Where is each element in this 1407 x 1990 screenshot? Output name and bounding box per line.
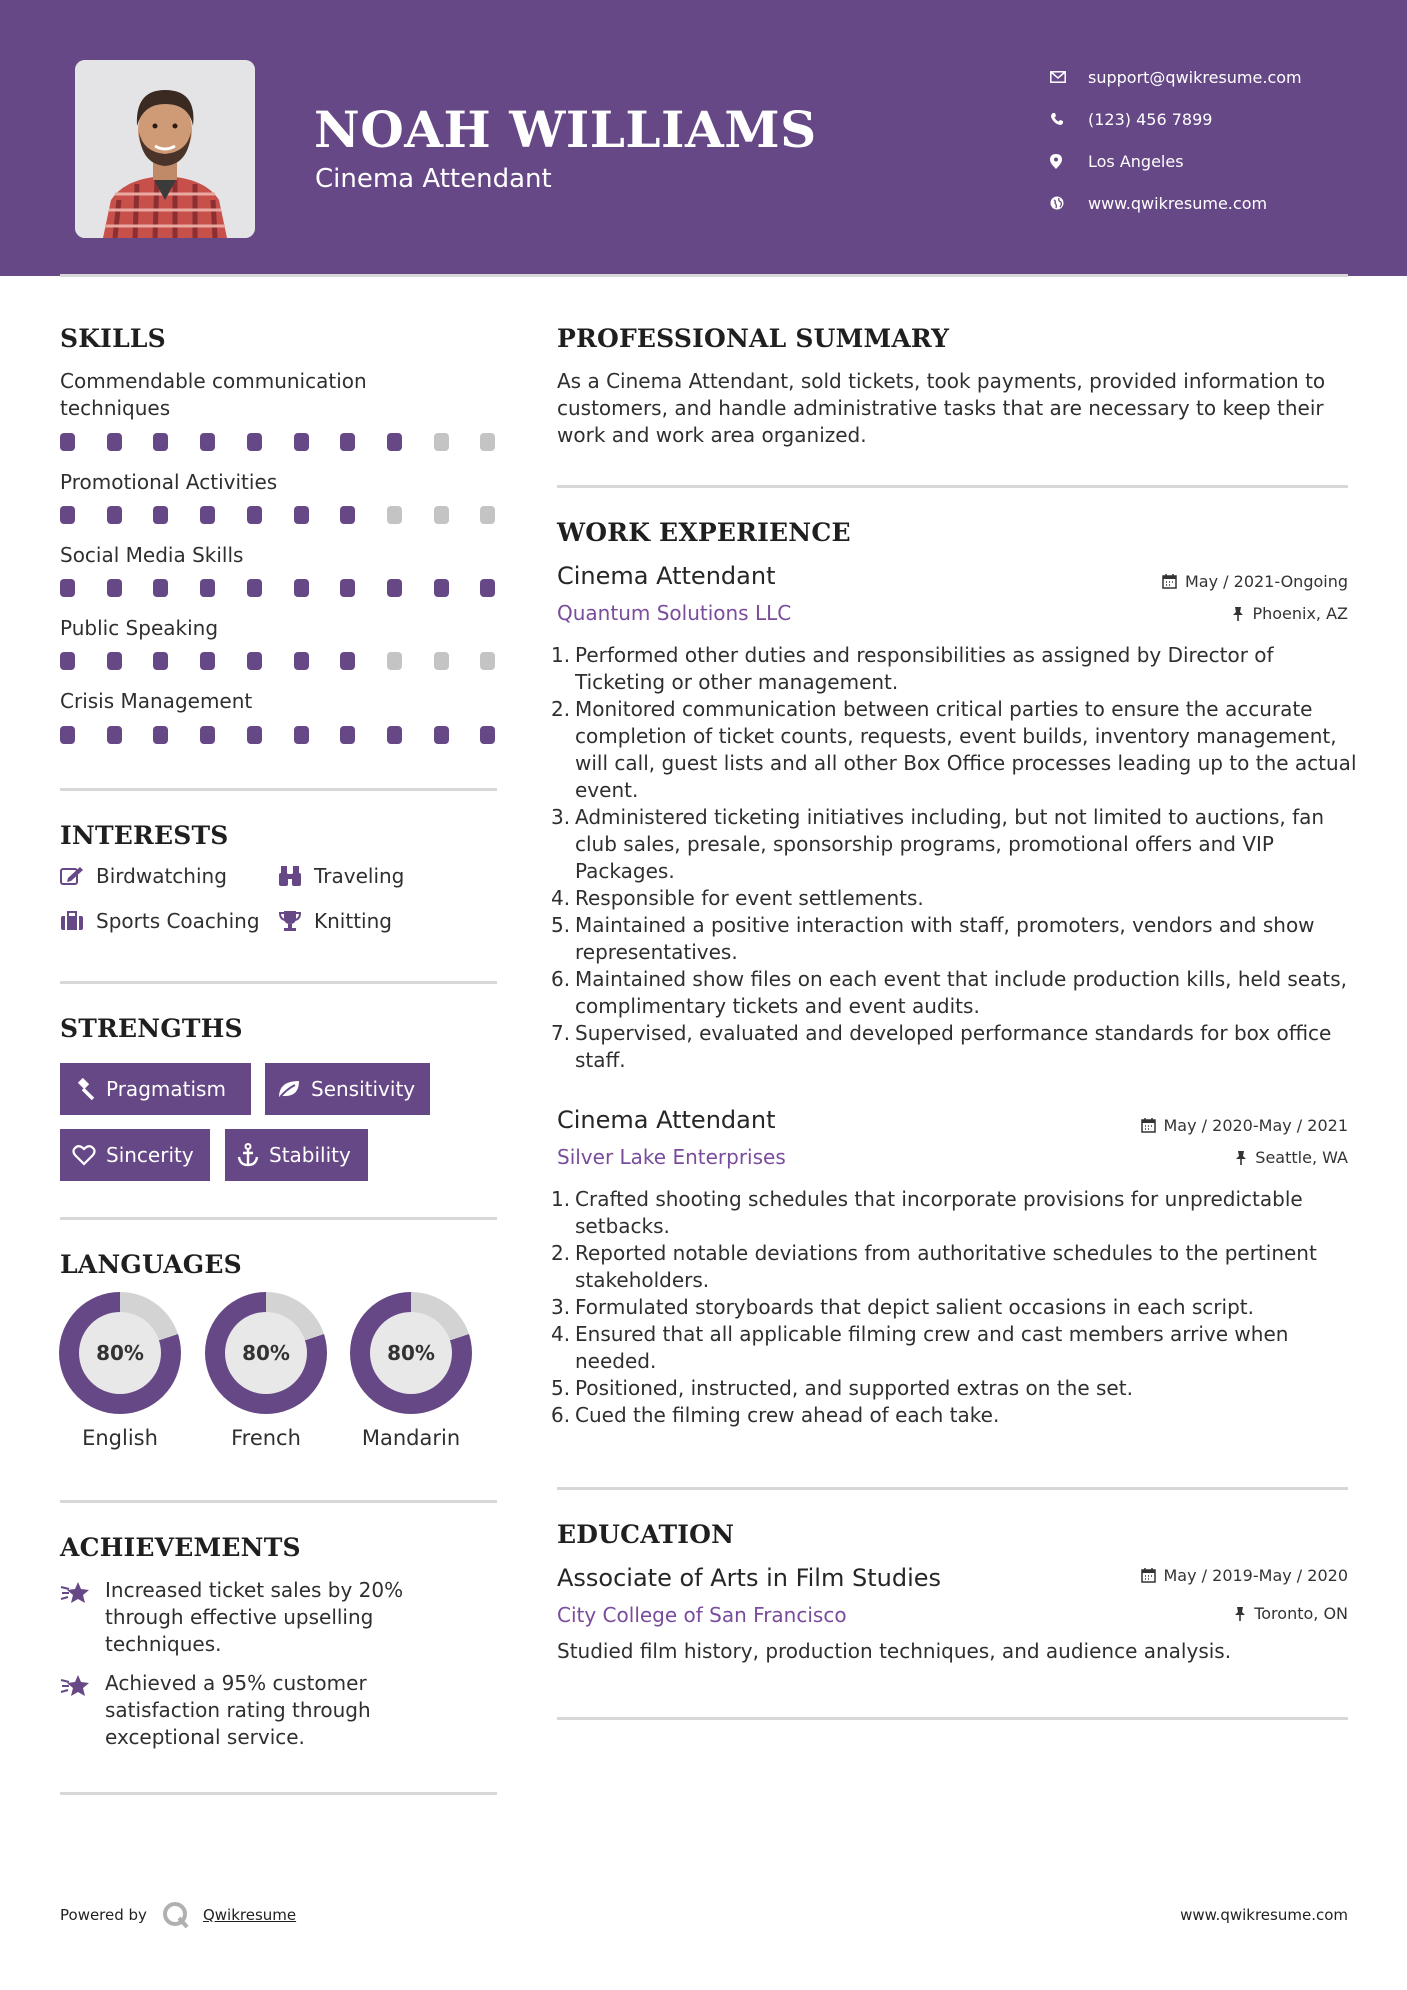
qwikresume-link[interactable]: Qwikresume: [202, 1906, 297, 1924]
language-progress-ring: [59, 1292, 181, 1414]
skill-dot-filled: [340, 579, 355, 597]
skill-dot-filled: [200, 579, 215, 597]
list-item: Maintained a positive interaction with staff, promoters, vendors and show representatives.: [575, 913, 1315, 964]
skill-dot-filled: [294, 433, 309, 451]
strength-chip: Stability: [225, 1129, 368, 1181]
section-divider: [60, 1792, 497, 1795]
strength-chip: Sincerity: [60, 1129, 210, 1181]
section-divider: [557, 485, 1348, 488]
education-description: Studied film history, production techniques, and audience analysis.: [557, 1639, 1232, 1663]
skill-rating: [60, 652, 500, 670]
trophy-icon: [278, 910, 314, 932]
calendar-icon: [1141, 1118, 1156, 1133]
skill-name: Crisis Management: [60, 689, 253, 713]
education-school: City College of San Francisco: [557, 1603, 847, 1627]
skill-rating: [60, 433, 500, 451]
skill-dot-filled: [340, 726, 355, 744]
skill-dot-filled: [200, 726, 215, 744]
anchor-icon: [237, 1143, 259, 1167]
skill-dot-filled: [434, 579, 449, 597]
interest-item: Knitting: [278, 909, 392, 933]
list-item: Responsible for event settlements.: [575, 886, 924, 910]
experience-heading: WORK EXPERIENCE: [557, 518, 851, 547]
language-item: [350, 1292, 472, 1450]
list-item: Formulated storyboards that depict salient occasions in each script.: [575, 1295, 1254, 1319]
language-item: [205, 1292, 327, 1450]
list-item: Monitored communication between critical parties to ensure the accurate completion of ticket counts, requests, event builds, inventory management, will call, guest lists and all other Box Office processes leading up to the actual event.: [575, 697, 1357, 802]
languages-heading: LANGUAGES: [60, 1250, 242, 1279]
footer-url[interactable]: www.qwikresume.com: [1180, 1906, 1348, 1924]
skill-dot-filled: [107, 652, 122, 670]
list-item: Positioned, instructed, and supported extras on the set.: [575, 1376, 1133, 1400]
job-dates: May / 2020-May / 2021: [1141, 1116, 1349, 1135]
list-item: Cued the filming crew ahead of each take.: [575, 1403, 1000, 1427]
leaf-icon: [277, 1079, 301, 1099]
skill-dot-filled: [107, 726, 122, 744]
skill-dot-filled: [200, 506, 215, 524]
list-item: Supervised, evaluated and developed performance standards for box office staff.: [575, 1021, 1332, 1072]
interest-item: Birdwatching: [60, 864, 227, 888]
skill-dot-filled: [60, 726, 75, 744]
contact-phone[interactable]: (123) 456 7899: [1050, 98, 1380, 140]
skill-dot-empty: [387, 506, 402, 524]
skill-name: Public Speaking: [60, 616, 219, 640]
skill-dot-empty: [480, 433, 495, 451]
skill-dot-filled: [60, 652, 75, 670]
education-degree: Associate of Arts in Film Studies: [557, 1564, 942, 1592]
section-divider: [60, 981, 497, 984]
summary-heading: PROFESSIONAL SUMMARY: [557, 324, 950, 353]
skill-name: Promotional Activities: [60, 470, 278, 494]
list-item: Reported notable deviations from authoritative schedules to the pertinent stakeholders.: [575, 1241, 1317, 1292]
contact-location: Los Angeles: [1050, 140, 1380, 182]
skill-dot-filled: [480, 726, 495, 744]
education-dates: May / 2019-May / 2020: [1141, 1566, 1349, 1585]
binoculars-icon: [278, 865, 314, 887]
language-progress-ring: [205, 1292, 327, 1414]
calendar-icon: [1162, 574, 1177, 589]
skill-dot-filled: [387, 433, 402, 451]
skill-dot-filled: [387, 579, 402, 597]
skill-dot-filled: [294, 726, 309, 744]
pushpin-icon: [1234, 1606, 1246, 1621]
achievement-text: Achieved a 95% customer satisfaction rating through exceptional service.: [105, 1671, 371, 1749]
language-name: French: [231, 1426, 301, 1450]
skill-name: Social Media Skills: [60, 543, 244, 567]
skill-dot-filled: [340, 506, 355, 524]
job-title: Cinema Attendant: [557, 562, 776, 590]
skill-dot-filled: [247, 726, 262, 744]
list-item: Administered ticketing initiatives including, but not limited to auctions, fan club sales, presale, sponsorship programs, promotional offers and VIP Packages.: [575, 805, 1325, 883]
section-divider: [557, 1717, 1348, 1720]
location-pin-icon: [1050, 154, 1088, 169]
skill-dot-filled: [340, 433, 355, 451]
skill-dot-filled: [294, 652, 309, 670]
interest-item: Traveling: [278, 864, 404, 888]
gavel-icon: [72, 1078, 96, 1100]
achievements-heading: ACHIEVEMENTS: [60, 1533, 301, 1562]
list-item: Performed other duties and responsibilities as assigned by Director of Ticketing or other management.: [575, 643, 1274, 694]
job-duties-list: [557, 642, 1357, 1074]
skill-dot-empty: [434, 506, 449, 524]
skills-heading: SKILLS: [60, 324, 166, 353]
interest-item: Sports Coaching: [60, 909, 260, 933]
skill-dot-filled: [200, 652, 215, 670]
contact-website[interactable]: www.qwikresume.com: [1050, 182, 1380, 224]
briefcase-icon: [60, 911, 96, 931]
skill-dot-filled: [107, 579, 122, 597]
skill-dot-empty: [434, 433, 449, 451]
language-percent: 80%: [370, 1312, 452, 1394]
skill-dot-filled: [247, 433, 262, 451]
skill-dot-filled: [107, 433, 122, 451]
footer-powered-by: Powered by Qwikresume: [60, 1900, 296, 1930]
skill-dot-filled: [153, 433, 168, 451]
job-company: Quantum Solutions LLC: [557, 601, 792, 625]
heart-icon: [72, 1144, 96, 1166]
achievement-item: [60, 1577, 460, 1658]
list-item: Crafted shooting schedules that incorporate provisions for unpredictable setbacks.: [575, 1187, 1303, 1238]
section-divider: [557, 1487, 1348, 1490]
achievement-item: [60, 1670, 460, 1751]
resume-header: [0, 0, 1407, 276]
skill-dot-filled: [247, 506, 262, 524]
interests-heading: INTERESTS: [60, 821, 229, 850]
skill-dot-filled: [153, 652, 168, 670]
skill-dot-empty: [387, 652, 402, 670]
profile-photo: [75, 60, 255, 238]
skill-rating: [60, 506, 500, 524]
skill-dot-filled: [200, 433, 215, 451]
candidate-title: Cinema Attendant: [315, 164, 552, 194]
skill-dot-filled: [340, 652, 355, 670]
section-divider: [60, 788, 497, 791]
achievement-text: Increased ticket sales by 20% through effective upselling techniques.: [105, 1578, 404, 1656]
job-dates: May / 2021-Ongoing: [1162, 572, 1348, 591]
skill-dot-filled: [60, 579, 75, 597]
candidate-name: NOAH WILLIAMS: [314, 100, 817, 159]
skill-dot-filled: [107, 506, 122, 524]
skill-dot-filled: [153, 579, 168, 597]
job-duties-list: [557, 1186, 1357, 1429]
calendar-icon: [1141, 1568, 1156, 1583]
edit-icon: [60, 866, 96, 886]
language-name: Mandarin: [361, 1426, 461, 1450]
job-title: Cinema Attendant: [557, 1106, 776, 1134]
skill-dot-filled: [153, 726, 168, 744]
phone-icon: [1050, 112, 1088, 126]
job-location: Seattle, WA: [1235, 1148, 1348, 1167]
language-progress-ring: [350, 1292, 472, 1414]
section-divider: [60, 1500, 497, 1503]
skill-dot-empty: [434, 652, 449, 670]
pushpin-icon: [1235, 1150, 1247, 1165]
header-divider: [60, 274, 1348, 277]
skill-dot-filled: [387, 726, 402, 744]
skill-dot-filled: [480, 579, 495, 597]
qwikresume-logo-icon: [161, 1900, 191, 1930]
envelope-icon: [1050, 71, 1088, 83]
list-item: Maintained show files on each event that include production kills, held seats, complimentary tickets and event audits.: [575, 967, 1348, 1018]
job-location: Phoenix, AZ: [1232, 604, 1348, 623]
contact-email[interactable]: support@qwikresume.com: [1050, 56, 1380, 98]
skill-dot-filled: [60, 433, 75, 451]
skill-rating: [60, 579, 500, 597]
list-item: Ensured that all applicable filming crew and cast members arrive when needed.: [575, 1322, 1289, 1373]
education-location: Toronto, ON: [1234, 1604, 1348, 1623]
strengths-heading: STRENGTHS: [60, 1014, 243, 1043]
section-divider: [60, 1217, 497, 1220]
skill-rating: [60, 726, 500, 744]
skill-dot-empty: [480, 652, 495, 670]
language-percent: 80%: [79, 1312, 161, 1394]
skill-dot-filled: [247, 652, 262, 670]
education-heading: EDUCATION: [557, 1520, 735, 1549]
skill-dot-filled: [294, 579, 309, 597]
language-percent: 80%: [225, 1312, 307, 1394]
skill-dot-filled: [294, 506, 309, 524]
skill-dot-filled: [60, 506, 75, 524]
skill-dot-filled: [247, 579, 262, 597]
shooting-star-icon: [60, 1670, 105, 1751]
pushpin-icon: [1232, 606, 1244, 621]
summary-text: As a Cinema Attendant, sold tickets, took payments, provided information to customers, and handle administrative tasks that are necessary to keep their work and work area organized.: [557, 369, 1326, 447]
contact-list: [1050, 56, 1380, 224]
strength-chip: Pragmatism: [60, 1063, 251, 1115]
skill-dot-filled: [153, 506, 168, 524]
skill-dot-filled: [434, 726, 449, 744]
strength-chip: Sensitivity: [265, 1063, 430, 1115]
shooting-star-icon: [60, 1577, 105, 1658]
skill-dot-empty: [480, 506, 495, 524]
language-name: English: [82, 1426, 158, 1450]
globe-icon: [1050, 196, 1088, 210]
job-company: Silver Lake Enterprises: [557, 1145, 786, 1169]
language-item: [59, 1292, 181, 1450]
skill-name: Commendable communication techniques: [60, 369, 367, 420]
